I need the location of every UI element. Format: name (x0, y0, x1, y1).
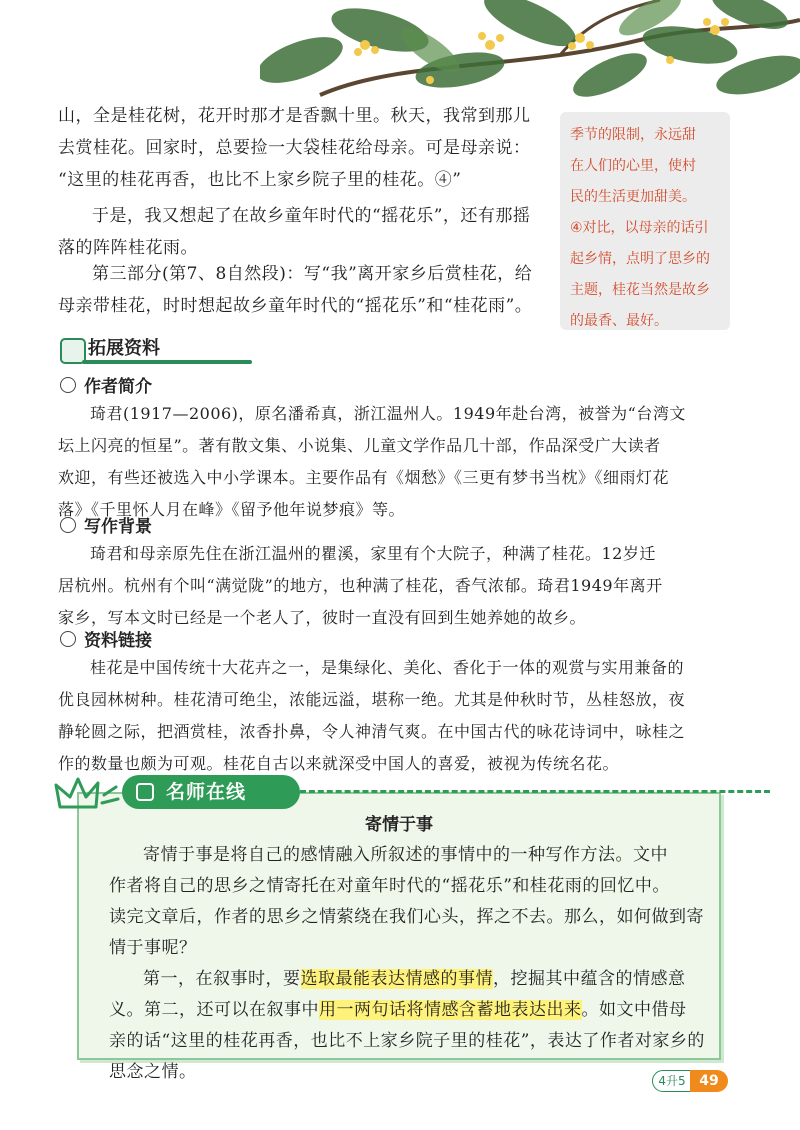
text-line: 欢迎，有些还被选入中小学课本。主要作品有《烟愁》《三更有梦书当枕》《细雨灯花 (58, 468, 670, 487)
text-line: 第三部分(第7、8自然段)：写“我”离开家乡后赏桂花，给 (92, 264, 533, 284)
links-paragraph (58, 652, 738, 780)
note-line: 在人们的心里，使村 (570, 158, 696, 174)
notebook-icon (136, 783, 154, 801)
paragraph-2 (58, 200, 558, 264)
text-span: 义。第二，还可以在叙事中 (109, 1000, 319, 1020)
text-line: 静轮圆之际，把酒赏桂，浓香扑鼻，令人神清气爽。在中国古代的咏花诗词中，咏桂之 (58, 722, 686, 741)
text-line: 作者将自己的思乡之情寄托在对童年时代的“摇花乐”和桂花雨的回忆中。 (109, 876, 670, 896)
teacher-online-label (122, 775, 300, 809)
text-line: 优良园林树种。桂花清可绝尘，浓能远溢，堪称一绝。尤其是仲秋时节，丛桂怒放，夜 (58, 690, 686, 709)
banner-dashed-line (300, 790, 770, 793)
note-line: 民的生活更加甜美。 (570, 189, 696, 205)
note-line: ④对比，以母亲的话引 (570, 220, 709, 236)
box-title: 寄情于事 (365, 815, 433, 835)
text-line: 坛上闪亮的恒星”。著有散文集、小说集、儿童文学作品几十部，作品深受广大读者 (58, 436, 661, 455)
grade-tag: 4升5 (652, 1070, 692, 1092)
extension-heading-label: 拓展资料 (88, 338, 160, 359)
text-span: 第一，在叙事时，要 (143, 969, 301, 989)
highlighted-text: 用一两句话将情感含蓄地表达出来 (319, 1000, 582, 1020)
background-title: 写作背景 (84, 517, 152, 537)
text-line: 居杭州。杭州有个叫“满觉陇”的地方，也种满了桂花，香气浓郁。琦君1949年离开 (58, 576, 663, 595)
text-line: 落的阵阵桂花雨。 (58, 238, 198, 258)
text-line: “这里的桂花再香，也比不上家乡院子里的桂花。④” (58, 170, 462, 190)
osmanthus-header-illustration (260, 0, 800, 100)
crown-icon (52, 773, 122, 811)
author-subheading (60, 372, 152, 397)
links-subheading (60, 626, 152, 651)
text-line: 家乡，写本文时已经是一个老人了，彼时一直没有回到生她养她的故乡。 (58, 608, 587, 627)
note-line: 主题，桂花当然是故乡 (570, 282, 710, 298)
author-title: 作者简介 (84, 377, 152, 397)
text-line: 读完文章后，作者的思乡之情萦绕在我们心头，挥之不去。那么，如何做到寄 (109, 907, 704, 927)
text-line (109, 964, 709, 995)
side-annotation (560, 112, 730, 330)
text-line (109, 995, 709, 1026)
text-span: ，挖掘其中蕴含的情感意 (493, 969, 686, 989)
teacher-online-banner (52, 773, 732, 813)
top-paragraph (58, 100, 558, 196)
text-line: 母亲带桂花，时时想起故乡童年时代的“摇花乐”和“桂花雨”。 (58, 296, 533, 316)
text-line: 去赏桂花。回家时，总要捡一大袋桂花给母亲。可是母亲说： (58, 138, 531, 158)
paragraph-3 (58, 258, 558, 322)
text-span: 。如文中借母 (581, 1000, 687, 1020)
text-line: 寄情于事是将自己的感情融入所叙述的事情中的一种写作方法。文中 (143, 845, 668, 865)
note-line: 季节的限制，永远甜 (570, 127, 696, 143)
note-line: 起乡情，点明了思乡的 (570, 251, 710, 267)
background-subheading (60, 512, 152, 537)
text-line: 琦君(1917—2006)，原名潘希真，浙江温州人。1949年赴台湾，被誉为“台湾文 (90, 404, 686, 423)
author-paragraph (58, 398, 738, 526)
text-line: 思念之情。 (109, 1062, 197, 1082)
book-icon (60, 517, 76, 533)
book-icon (60, 631, 76, 647)
text-line: 落》《千里怀人月在峰》《留予他年说梦痕》等。 (58, 500, 406, 519)
highlighted-text: 选取最能表达情感的事情 (300, 969, 493, 989)
text-line: 亲的话“这里的桂花再香，也比不上家乡院子里的桂花”，表达了作者对家乡的 (109, 1031, 705, 1051)
heading-underline (82, 360, 252, 364)
teacher-paragraph-1 (109, 840, 709, 964)
note-line: 的最香、最好。 (570, 313, 668, 329)
text-line: 琦君和母亲原先住在浙江温州的瞿溪，家里有个大院子，种满了桂花。12岁迁 (90, 544, 656, 563)
page-number: 49 (690, 1070, 728, 1092)
person-icon (60, 377, 76, 393)
text-line: 于是，我又想起了在故乡童年时代的“摇花乐”，还有那摇 (92, 206, 531, 226)
text-line: 情于事呢？ (109, 938, 197, 958)
text-line: 作的数量也颇为可观。桂花自古以来就深受中国人的喜爱，被视为传统名花。 (58, 754, 620, 773)
text-line: 山，全是桂花树，花开时那才是香飘十里。秋天，我常到那儿 (58, 106, 531, 126)
page-number-badge (652, 1070, 730, 1092)
teacher-paragraph-2 (109, 964, 709, 1088)
links-title: 资料链接 (84, 631, 152, 651)
banner-text: 名师在线 (166, 781, 247, 803)
text-line: 桂花是中国传统十大花卉之一，是集绿化、美化、香化于一体的观赏与实用兼备的 (90, 658, 685, 677)
background-paragraph (58, 538, 738, 634)
